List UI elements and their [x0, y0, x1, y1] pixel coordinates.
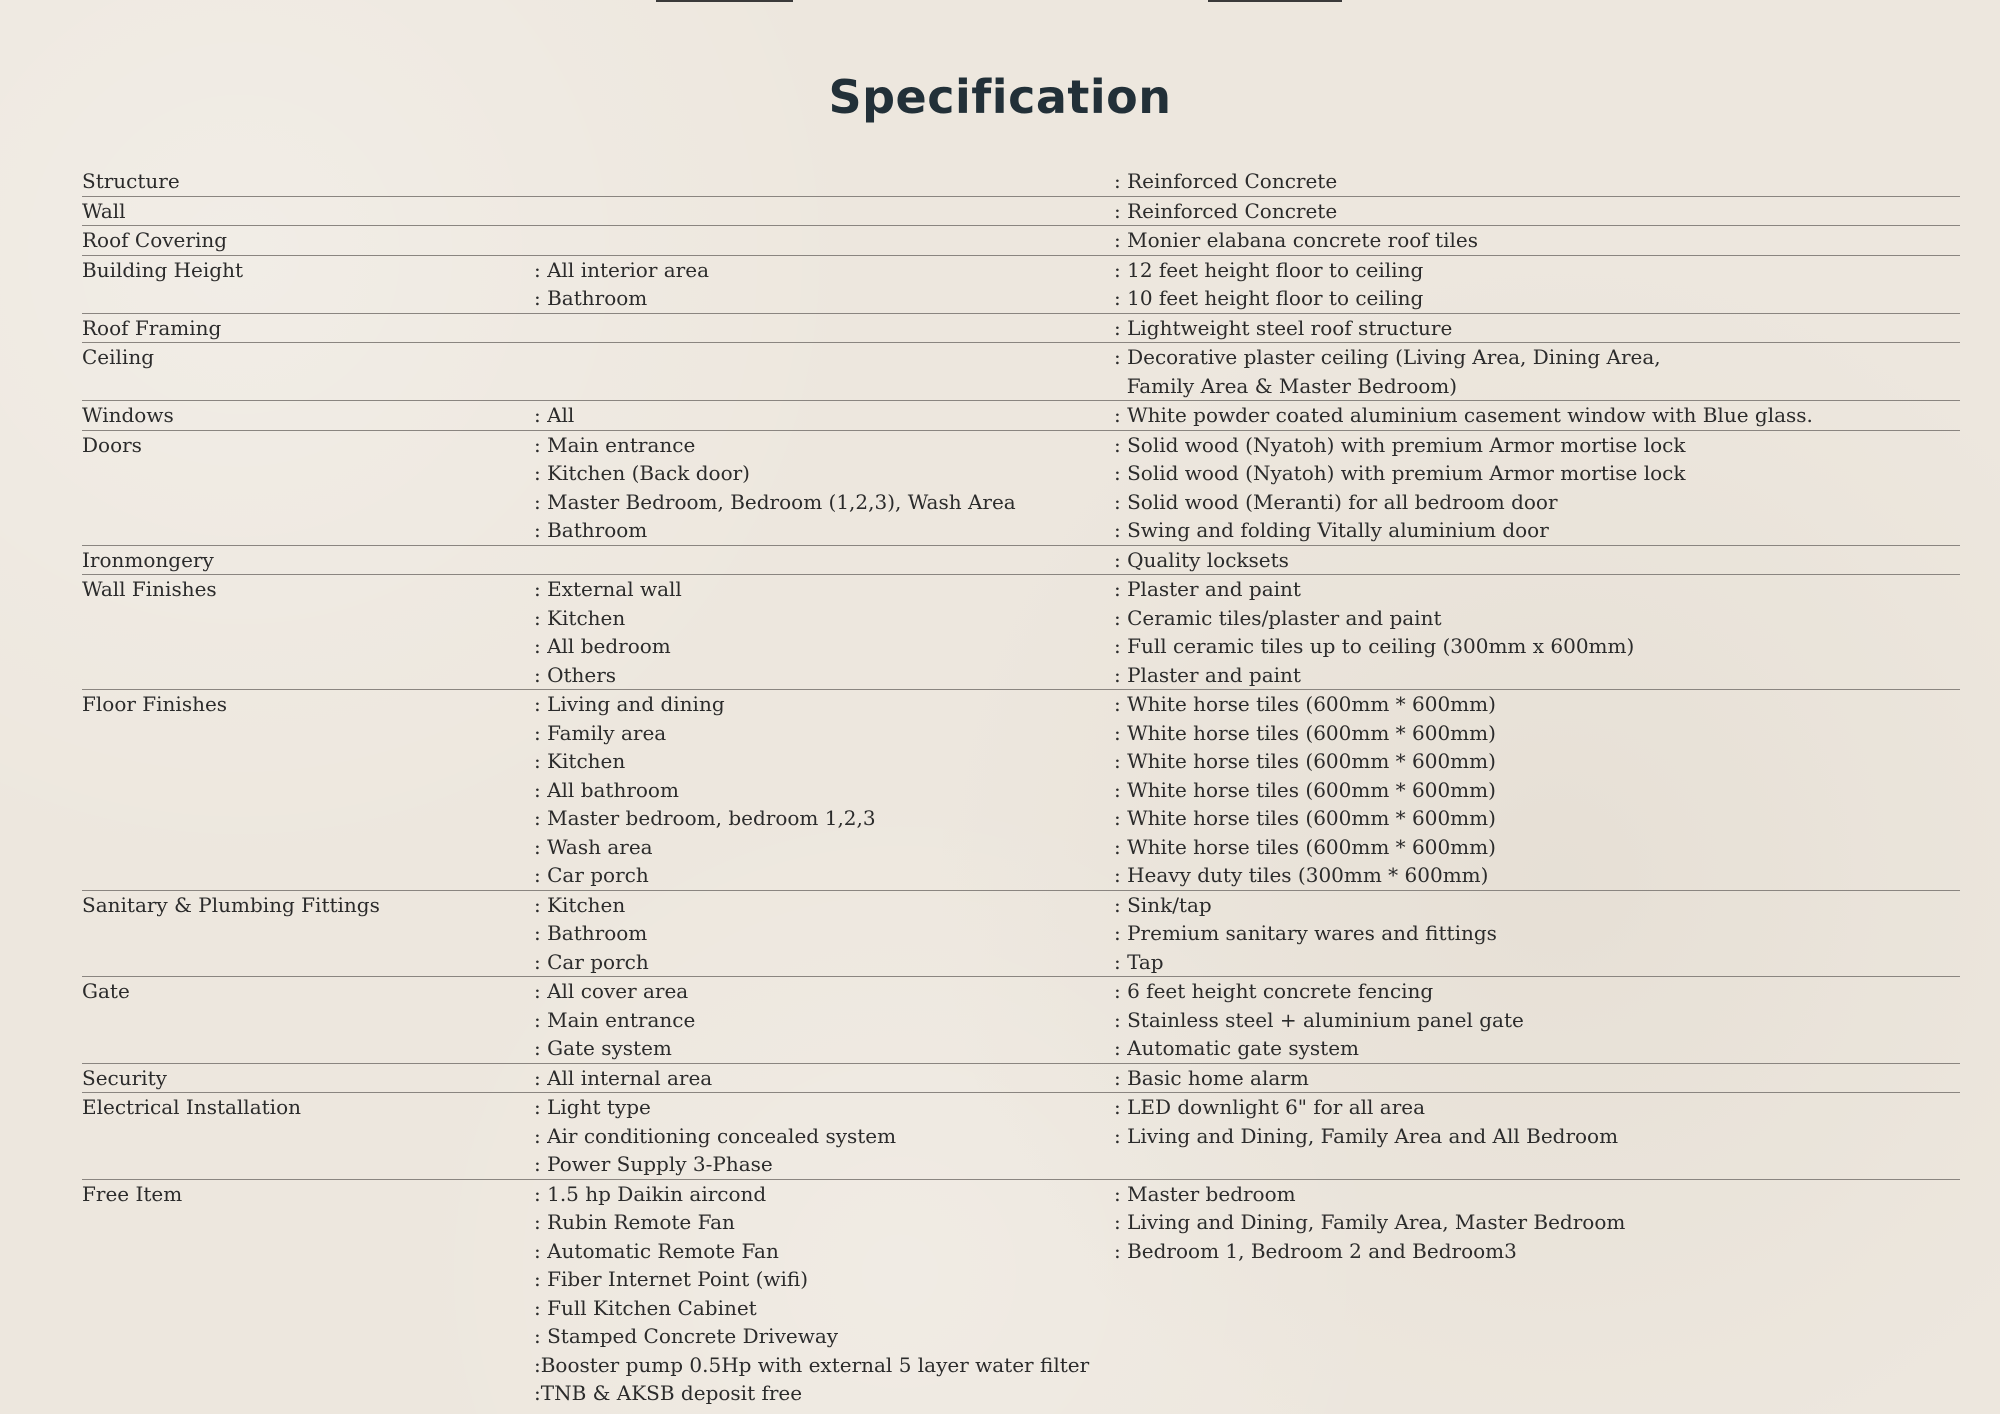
spec-row	[82, 690, 1960, 891]
top-edge-mark	[1208, 0, 1342, 2]
spec-detail-item: : Heavy duty tiles (300mm * 600mm)	[1114, 863, 1489, 887]
spec-details	[1112, 575, 1960, 689]
spec-area-item: : Automatic Remote Fan	[534, 1238, 779, 1263]
spec-area-item: : Main entrance	[534, 1007, 696, 1032]
spec-area-item: : Others	[534, 662, 617, 687]
spec-details	[1112, 1180, 1960, 1408]
spec-area-item: : All bathroom	[534, 777, 679, 802]
spec-area-item: : Master bedroom, bedroom 1,2,3	[534, 806, 876, 830]
spec-area-item: : Bathroom	[534, 921, 648, 945]
spec-area-item: : Bathroom	[534, 286, 648, 310]
spec-category	[82, 197, 532, 226]
spec-detail-item: : White horse tiles (600mm * 600mm)	[1114, 692, 1496, 716]
spec-row	[82, 256, 1960, 314]
spec-detail-item: : Monier elabana concrete roof tiles	[1114, 228, 1478, 252]
spec-row	[82, 1093, 1960, 1180]
spec-category	[82, 575, 532, 689]
spec-area-item: : Master Bedroom, Bedroom (1,2,3), Wash Area	[534, 489, 1016, 514]
spec-detail-item: : Lightweight steel roof structure	[1114, 315, 1453, 340]
spec-area-item: : External wall	[534, 577, 682, 601]
spec-detail-item: Family Area & Master Bedroom)	[1114, 373, 1458, 398]
spec-category-label: Wall Finishes	[82, 577, 217, 601]
spec-areas	[532, 167, 1112, 196]
spec-area-item: :Booster pump 0.5Hp with external 5 layer water filter	[534, 1352, 1090, 1377]
spec-row	[82, 891, 1960, 978]
spec-area-item: : All	[534, 403, 575, 427]
spec-details	[1112, 256, 1960, 313]
spec-row	[82, 401, 1960, 431]
spec-detail-item: : Master bedroom	[1114, 1181, 1296, 1206]
spec-area-item: : 1.5 hp Daikin aircond	[534, 1181, 767, 1206]
spec-detail-item: : Stainless steel + aluminium panel gate	[1114, 1007, 1524, 1032]
spec-area-item: :TNB & AKSB deposit free	[534, 1381, 803, 1405]
spec-row	[82, 167, 1960, 197]
spec-areas	[532, 1064, 1112, 1093]
spec-category	[82, 977, 532, 1063]
spec-detail-item: : Living and Dining, Family Area and All Bedroom	[1114, 1123, 1619, 1148]
spec-details	[1112, 167, 1960, 196]
specification-table	[82, 167, 1960, 1408]
spec-detail-item: : 12 feet height floor to ceiling	[1114, 257, 1424, 282]
spec-details	[1112, 546, 1960, 575]
spec-category-label: Windows	[82, 403, 174, 427]
spec-detail-item: : White horse tiles (600mm * 600mm)	[1114, 806, 1496, 830]
spec-areas	[532, 226, 1112, 255]
spec-detail-item: : Premium sanitary wares and fittings	[1114, 921, 1497, 945]
spec-area-item: : Full Kitchen Cabinet	[534, 1295, 757, 1320]
spec-category-label: Roof Framing	[82, 315, 222, 340]
spec-area-item: : Family area	[534, 720, 667, 745]
spec-detail-item: : Sink/tap	[1114, 892, 1212, 917]
spec-detail-item: : Swing and folding Vitally aluminium door	[1114, 518, 1549, 542]
spec-detail-item: : Quality locksets	[1114, 547, 1289, 572]
spec-detail-item: : Solid wood (Nyatoh) with premium Armor mortise lock	[1114, 461, 1686, 485]
spec-category	[82, 256, 532, 313]
spec-category	[82, 546, 532, 575]
spec-details	[1112, 891, 1960, 977]
spec-areas	[532, 690, 1112, 890]
spec-detail-item: : White horse tiles (600mm * 600mm)	[1114, 834, 1496, 859]
spec-detail-item: : Automatic gate system	[1114, 1036, 1359, 1060]
spec-category-label: Sanitary & Plumbing Fittings	[82, 892, 380, 917]
spec-areas	[532, 891, 1112, 977]
spec-category	[82, 343, 532, 400]
spec-category-label: Wall	[82, 198, 126, 223]
spec-areas	[532, 546, 1112, 575]
spec-area-item: : All bedroom	[534, 634, 671, 658]
spec-areas	[532, 431, 1112, 545]
spec-details	[1112, 226, 1960, 255]
spec-area-item: : Main entrance	[534, 432, 696, 457]
spec-category-label: Security	[82, 1065, 167, 1090]
spec-category	[82, 1180, 532, 1408]
spec-area-item: : Car porch	[534, 863, 649, 887]
spec-areas	[532, 977, 1112, 1063]
spec-detail-item: : Reinforced Concrete	[1114, 169, 1338, 193]
spec-category	[82, 891, 532, 977]
spec-row	[82, 1064, 1960, 1094]
spec-details	[1112, 1064, 1960, 1093]
spec-area-item: : All internal area	[534, 1065, 713, 1090]
spec-category	[82, 167, 532, 196]
spec-category	[82, 690, 532, 890]
spec-detail-item: : Plaster and paint	[1114, 662, 1301, 687]
spec-detail-item: : Ceramic tiles/plaster and paint	[1114, 605, 1442, 630]
spec-category-label: Structure	[82, 169, 180, 193]
spec-details	[1112, 314, 1960, 343]
spec-category	[82, 401, 532, 430]
spec-category	[82, 226, 532, 255]
spec-row	[82, 977, 1960, 1064]
spec-detail-item: : Basic home alarm	[1114, 1065, 1309, 1090]
spec-detail-item: : 10 feet height floor to ceiling	[1114, 286, 1424, 310]
spec-detail-item: : Living and Dining, Family Area, Master Bedroom	[1114, 1210, 1626, 1234]
spec-category-label: Gate	[82, 979, 130, 1003]
spec-category-label: Roof Covering	[82, 228, 228, 252]
spec-areas	[532, 401, 1112, 430]
spec-area-item: : Light type	[534, 1095, 651, 1119]
top-edge-mark	[656, 0, 793, 2]
spec-category-label: Ironmongery	[82, 547, 214, 572]
spec-areas	[532, 1093, 1112, 1179]
spec-details	[1112, 977, 1960, 1063]
spec-areas	[532, 575, 1112, 689]
spec-detail-item: : White horse tiles (600mm * 600mm)	[1114, 749, 1496, 773]
spec-category-label: Ceiling	[82, 345, 155, 369]
spec-detail-item: : Bedroom 1, Bedroom 2 and Bedroom3	[1114, 1238, 1517, 1263]
spec-detail-item: : Solid wood (Nyatoh) with premium Armor mortise lock	[1114, 432, 1686, 457]
spec-area-item: : Kitchen	[534, 892, 626, 917]
spec-area-item: : Bathroom	[534, 518, 648, 542]
spec-category	[82, 431, 532, 545]
spec-area-item: : Kitchen	[534, 749, 626, 773]
spec-area-item: : Kitchen	[534, 605, 626, 630]
spec-detail-item: : White horse tiles (600mm * 600mm)	[1114, 777, 1496, 802]
spec-category	[82, 1064, 532, 1093]
spec-category	[82, 314, 532, 343]
spec-area-item: : Fiber Internet Point (wifi)	[534, 1267, 809, 1291]
spec-category-label: Free Item	[82, 1181, 183, 1206]
spec-areas	[532, 1180, 1112, 1408]
spec-area-item: : Air conditioning concealed system	[534, 1123, 897, 1148]
spec-detail-item: : LED downlight 6" for all area	[1114, 1095, 1426, 1119]
spec-category-label: Electrical Installation	[82, 1095, 301, 1119]
spec-category-label: Doors	[82, 432, 142, 457]
spec-areas	[532, 197, 1112, 226]
spec-details	[1112, 431, 1960, 545]
spec-detail-item: : Decorative plaster ceiling (Living Area, Dining Area,	[1114, 345, 1661, 369]
spec-row	[82, 226, 1960, 256]
spec-category-label: Floor Finishes	[82, 692, 228, 716]
spec-row	[82, 431, 1960, 546]
spec-area-item: : Gate system	[534, 1036, 672, 1060]
spec-detail-item: : Tap	[1114, 949, 1164, 974]
spec-detail-item: : White horse tiles (600mm * 600mm)	[1114, 720, 1496, 745]
spec-area-item: : All interior area	[534, 257, 709, 282]
spec-category	[82, 1093, 532, 1179]
spec-row	[82, 1180, 1960, 1408]
spec-area-item: : Car porch	[534, 949, 649, 974]
spec-area-item: : Kitchen (Back door)	[534, 461, 750, 485]
spec-details	[1112, 1093, 1960, 1179]
spec-detail-item: : Solid wood (Meranti) for all bedroom door	[1114, 489, 1558, 514]
spec-detail-item: : 6 feet height concrete fencing	[1114, 979, 1434, 1003]
spec-detail-item: : Reinforced Concrete	[1114, 198, 1338, 223]
spec-details	[1112, 401, 1960, 430]
spec-category-label: Building Height	[82, 257, 244, 282]
spec-detail-item: : Full ceramic tiles up to ceiling (300mm x 600mm)	[1114, 634, 1635, 658]
page-title: Specification	[828, 70, 1172, 124]
spec-row	[82, 575, 1960, 690]
spec-details	[1112, 343, 1960, 400]
spec-row	[82, 343, 1960, 401]
spec-area-item: : Rubin Remote Fan	[534, 1210, 735, 1234]
spec-area-item: : Wash area	[534, 834, 653, 859]
spec-row	[82, 197, 1960, 227]
spec-details	[1112, 690, 1960, 890]
spec-detail-item: : Plaster and paint	[1114, 577, 1301, 601]
spec-row	[82, 314, 1960, 344]
spec-row	[82, 546, 1960, 576]
spec-area-item: : Stamped Concrete Driveway	[534, 1324, 839, 1348]
spec-areas	[532, 256, 1112, 313]
spec-area-item: : All cover area	[534, 979, 689, 1003]
spec-area-item: : Living and dining	[534, 692, 725, 716]
spec-areas	[532, 314, 1112, 343]
spec-areas	[532, 343, 1112, 400]
spec-detail-item: : White powder coated aluminium casement window with Blue glass.	[1114, 403, 1813, 427]
spec-area-item: : Power Supply 3-Phase	[534, 1152, 773, 1176]
spec-details	[1112, 197, 1960, 226]
